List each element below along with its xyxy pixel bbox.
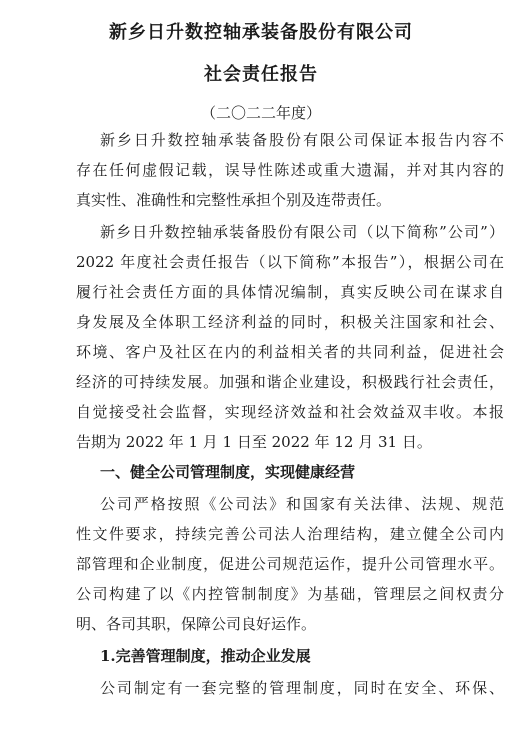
- body-line: 真实性、准确性和完整性承担个别及连带责任。: [76, 191, 392, 209]
- section-heading: 一、健全公司管理制度，实现健康经营: [100, 463, 356, 481]
- body-line: 公司制定有一套完整的管理制度，同时在安全、环保、: [100, 679, 504, 697]
- report-year: （二〇二二年度）: [200, 104, 321, 122]
- body-line: 2022 年度社会责任报告（以下简称”本报告”），根据公司在: [76, 253, 504, 271]
- body-line: 公司严格按照《公司法》和国家有关法律、法规、规范: [100, 495, 504, 513]
- body-line: 告期为 2022 年 1 月 1 日至 2022 年 12 月 31 日。: [76, 433, 432, 451]
- company-title: 新乡日升数控轴承装备股份有限公司: [109, 22, 413, 43]
- body-line: 性文件要求，持续完善公司法人治理结构，建立健全公司内: [76, 525, 504, 543]
- body-line: 部管理和企业制度，促进公司规范运作，提升公司管理水平。: [76, 555, 504, 573]
- body-line: 新乡日升数控轴承装备股份有限公司保证本报告内容不: [100, 131, 504, 149]
- body-line: 存在任何虚假记载，误导性陈述或重大遗漏，并对其内容的: [76, 161, 504, 179]
- subsection-heading: 1.完善管理制度，推动企业发展: [100, 647, 311, 665]
- body-line: 身发展及全体职工经济利益的同时，积极关注国家和社会、: [76, 313, 504, 331]
- body-line: 环境、客户及社区在内的利益相关者的共同利益，促进社会: [76, 343, 504, 361]
- body-line: 经济的可持续发展。加强和谐企业建设，积极践行社会责任，: [76, 373, 504, 391]
- body-line: 公司构建了以《内控管制制度》为基础，管理层之间权责分: [76, 585, 504, 603]
- report-title: 社会责任报告: [204, 64, 318, 85]
- body-line: 履行社会责任方面的具体情况编制，真实反映公司在谋求自: [76, 283, 504, 301]
- body-line: 明、各司其职，保障公司良好运作。: [76, 615, 317, 633]
- body-line: 新乡日升数控轴承装备股份有限公司（以下简称”公司”）: [100, 223, 504, 241]
- body-line: 自觉接受社会监督，实现经济效益和社会效益双丰收。本报: [76, 403, 504, 421]
